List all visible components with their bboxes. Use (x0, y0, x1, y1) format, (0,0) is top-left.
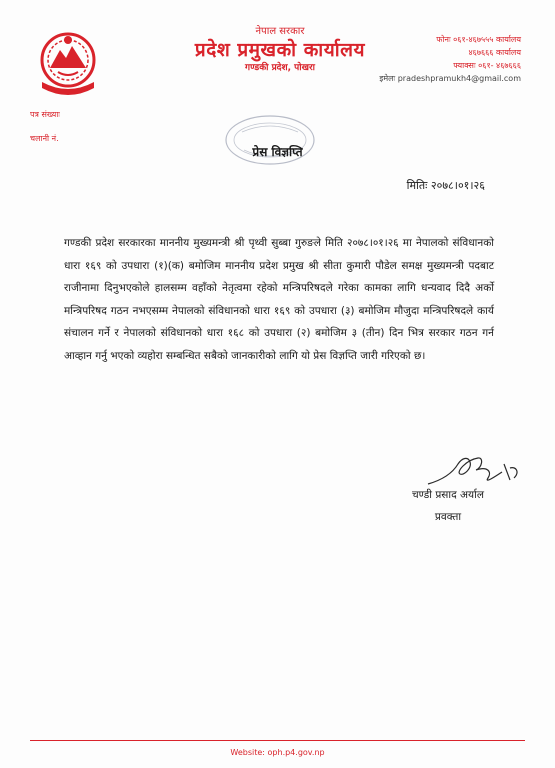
nepal-emblem-icon (36, 30, 100, 100)
email-line: इमेलः pradeshpramukh4@gmail.com (379, 74, 521, 83)
press-release-body: गण्डकी प्रदेश सरकारका माननीय मुख्यमन्त्री श्री पृथ्वी सुब्बा गुरुङले मिति २०७८।०१।२६ मा नेपालको संविधानको धारा १६९ को उपधारा (१)(क) बमोजिम माननीय प्रदेश प्रमुख श्री सीता कुमारी पौडेल समक्ष मुख्यमन्त्री पदबाट राजीनामा दिनुभएकोले हालसम्म वहाँको नेतृत्वमा रहेको मन्त्रिपरिषदले गरेका कामका लागि धन्यवाद दिदै अर्को मन्त्रिपरिषद गठन नभएसम्म नेपालको संविधानको धारा १६९ को उपधारा (३) बमोजिम मौजुदा मन्त्रिपरिषदले कार्य संचालन गर्ने र नेपालको संविधानको धारा १६८ को उपधारा (२) बमोजिम ३ (तीन) दिन भित्र सरकार गठन गर्न आव्हान गर्नु भएको व्यहोरा सम्बन्धित सबैको जानकारीको लागि यो प्रेस विज्ञप्ति जारी गरिएको छ। (64, 237, 494, 362)
office-name: प्रदेश प्रमुखको कार्यालय (194, 39, 366, 61)
signatory-designation: प्रवक्ता (434, 511, 462, 523)
signatory-block (388, 484, 508, 528)
government-name: नेपाल सरकार (255, 26, 305, 37)
website-link[interactable]: Website: oph.p4.gov.np (230, 748, 325, 757)
fax-line: फ्याक्सः ०६१- ४६७६६६ (453, 61, 521, 70)
phone-line: फोनः ०६१-४६७५५५ कार्यालय (436, 35, 521, 44)
letter-number: पत्र संख्याः (30, 110, 60, 119)
document-date: मितिः २०७८।०१।२६ (406, 179, 485, 192)
document-title: प्रेस विज्ञप्ति (252, 145, 303, 159)
footer-divider (30, 740, 525, 741)
office-location: गण्डकी प्रदेश, पोखरा (245, 63, 315, 73)
signatory-name: चण्डी प्रसाद अर्याल (412, 489, 484, 501)
letterhead (150, 26, 410, 74)
contact-block (379, 33, 521, 85)
phone-line-2: ४६७६६६ कार्यालय (468, 48, 521, 57)
dispatch-number: चलानी नं. (30, 134, 59, 143)
